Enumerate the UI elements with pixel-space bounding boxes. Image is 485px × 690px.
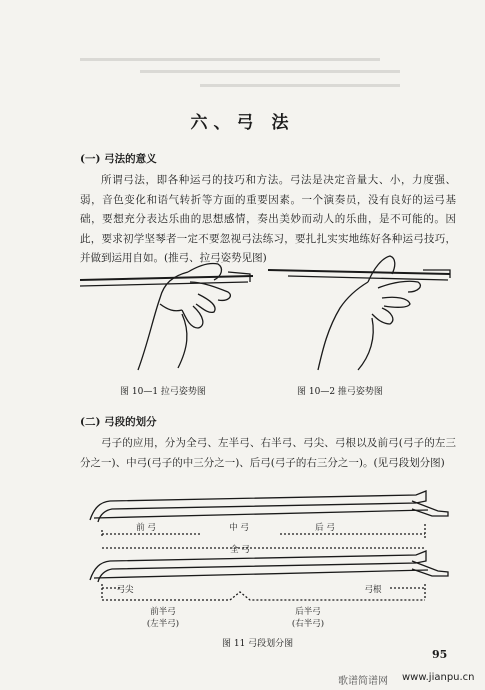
label-full-bow: 全 弓 (230, 545, 250, 555)
page-title: 六、弓 法 (190, 113, 295, 133)
bow-bottom (90, 551, 448, 600)
watermark-site-name: 歌谱简谱网 (338, 676, 388, 687)
section1-paragraph: 所谓弓法，即各种运弓的技巧和方法。弓法是决定音量大、小，力度强、弱，音色变化和语气转折等方面的重要因素。一个演奏员，没有良好的运弓基础，要想充分表达乐曲的思想感情，奏出美妙而动人的乐曲，是不可能的。因此，要求初学坚琴者一定不要忽视弓法练习，要扎扎实实地练好各种运弓技巧，并做到运用自如。(推弓、拉弓姿势见图) (80, 174, 456, 264)
section2-heading: (二) 弓段的划分 (80, 416, 157, 428)
label-middle-bow: 中 弓 (229, 523, 249, 533)
label-front-bow: 前 弓 (136, 523, 156, 533)
label-right-half-line2: (右半弓) (291, 619, 325, 629)
label-back-bow: 后 弓 (315, 523, 335, 533)
figure11-caption: 图 11 弓段划分图 (222, 639, 294, 649)
section2-paragraph: 弓子的应用，分为全弓、左半弓、右半弓、弓尖、弓根以及前弓(弓子的左三分之一)、中弓(弓子的中三分之一)、后弓(弓子的右三分之一)。(见弓段划分图) (80, 437, 456, 469)
figure10-caption-right: 图 10—2 推弓姿势图 (297, 387, 383, 397)
label-left-half-line1: 前半弓 (150, 607, 176, 617)
watermark-url: www.jianpu.cn (402, 672, 475, 683)
bow-top (90, 491, 448, 548)
bow-segment-diagram (80, 488, 460, 633)
label-bow-root: 弓根 (364, 585, 382, 595)
push-bow-hand (268, 256, 450, 370)
bleed-through-marks (60, 40, 440, 100)
label-bow-tip: 弓尖 (116, 585, 134, 595)
bow-grip-illustration (78, 248, 458, 376)
section1-heading: (一) 弓法的意义 (80, 153, 157, 165)
label-left-half-line2: (左半弓) (146, 619, 180, 629)
pull-bow-hand (80, 263, 253, 370)
label-right-half-line1: 后半弓 (295, 607, 321, 617)
page-number: 95 (432, 648, 448, 661)
figure10-caption-left: 图 10—1 拉弓姿势图 (120, 387, 206, 397)
